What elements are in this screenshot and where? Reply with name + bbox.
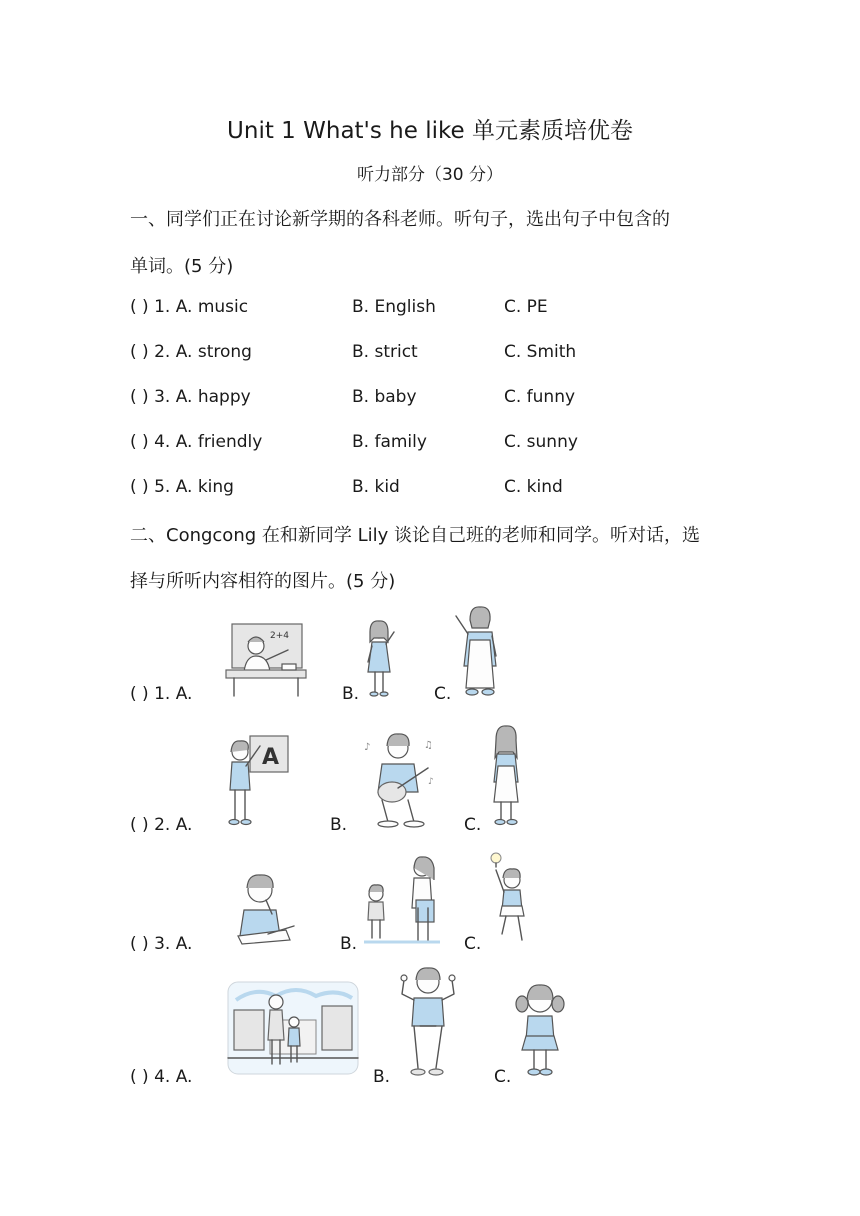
- q2-3-option-c[interactable]: C.: [464, 934, 482, 954]
- q1-4-option-b[interactable]: B. family: [352, 432, 427, 452]
- q1-3-option-b[interactable]: B. baby: [352, 387, 417, 407]
- section1-heading-line2: 单词。(5 分): [130, 256, 234, 277]
- q1-2-option-c[interactable]: C. Smith: [504, 342, 577, 362]
- q1-1-option-c[interactable]: C. PE: [504, 297, 548, 317]
- q1-3-option-c[interactable]: C. funny: [504, 387, 576, 407]
- girl-pointing-board-picture[interactable]: [226, 732, 290, 828]
- section1-heading-line1: 一、同学们正在讨论新学期的各科老师。听句子，选出句子中包含的: [130, 209, 670, 230]
- q2-3-option-a[interactable]: ( ) 3. A.: [130, 934, 193, 954]
- q1-5-option-c[interactable]: C. kind: [504, 477, 563, 497]
- q1-5-option-a[interactable]: ( ) 5. A. king: [130, 477, 234, 497]
- q2-4-option-c[interactable]: C.: [494, 1067, 512, 1087]
- q2-1-option-a[interactable]: ( ) 1. A.: [130, 684, 193, 704]
- q2-2-option-b[interactable]: B.: [330, 815, 348, 835]
- girl-idea-picture[interactable]: [486, 850, 534, 946]
- teacher-blackboard-picture[interactable]: [226, 620, 308, 698]
- q1-4-option-c[interactable]: C. sunny: [504, 432, 578, 452]
- q1-5-option-b[interactable]: B. kid: [352, 477, 400, 497]
- board-text: 2+4: [270, 631, 289, 641]
- woman-waving-picture[interactable]: [450, 604, 502, 700]
- q2-4-option-a[interactable]: ( ) 4. A.: [130, 1067, 193, 1087]
- street-scene-picture[interactable]: [226, 980, 360, 1076]
- q1-1-option-a[interactable]: ( ) 1. A. music: [130, 297, 249, 317]
- q2-4-option-b[interactable]: B.: [373, 1067, 391, 1087]
- board-letter: A: [262, 745, 280, 770]
- q1-3-option-a[interactable]: ( ) 3. A. happy: [130, 387, 251, 407]
- section2-heading-line2: 择与所听内容相符的图片。(5 分): [130, 571, 396, 592]
- q2-2-option-c[interactable]: C.: [464, 815, 482, 835]
- girl-blue-dress-picture[interactable]: [360, 618, 402, 698]
- boy-and-teacher-picture[interactable]: [360, 854, 444, 946]
- svg-text:♪: ♪: [364, 742, 371, 753]
- svg-text:♫: ♫: [424, 740, 433, 751]
- q1-4-option-a[interactable]: ( ) 4. A. friendly: [130, 432, 263, 452]
- strong-man-picture[interactable]: [396, 964, 460, 1082]
- q1-2-option-a[interactable]: ( ) 2. A. strong: [130, 342, 252, 362]
- q1-2-option-b[interactable]: B. strict: [352, 342, 418, 362]
- girl-pigtails-picture[interactable]: [510, 978, 570, 1082]
- section-subtitle: 听力部分（30 分）: [356, 165, 504, 185]
- q2-3-option-b[interactable]: B.: [340, 934, 358, 954]
- svg-text:♪: ♪: [428, 777, 434, 787]
- man-guitar-picture[interactable]: [358, 730, 440, 830]
- page-title: Unit 1 What's he like 单元素质培优卷: [227, 118, 633, 144]
- q1-1-option-b[interactable]: B. English: [352, 297, 436, 317]
- q2-1-option-b[interactable]: B.: [342, 684, 360, 704]
- q2-1-option-c[interactable]: C.: [434, 684, 452, 704]
- tall-girl-picture[interactable]: [486, 722, 526, 828]
- q2-2-option-a[interactable]: ( ) 2. A.: [130, 815, 193, 835]
- section2-heading-line1: 二、Congcong 在和新同学 Lily 谈论自己班的老师和同学。听对话，选: [130, 525, 701, 546]
- boy-thinking-picture[interactable]: [228, 870, 298, 946]
